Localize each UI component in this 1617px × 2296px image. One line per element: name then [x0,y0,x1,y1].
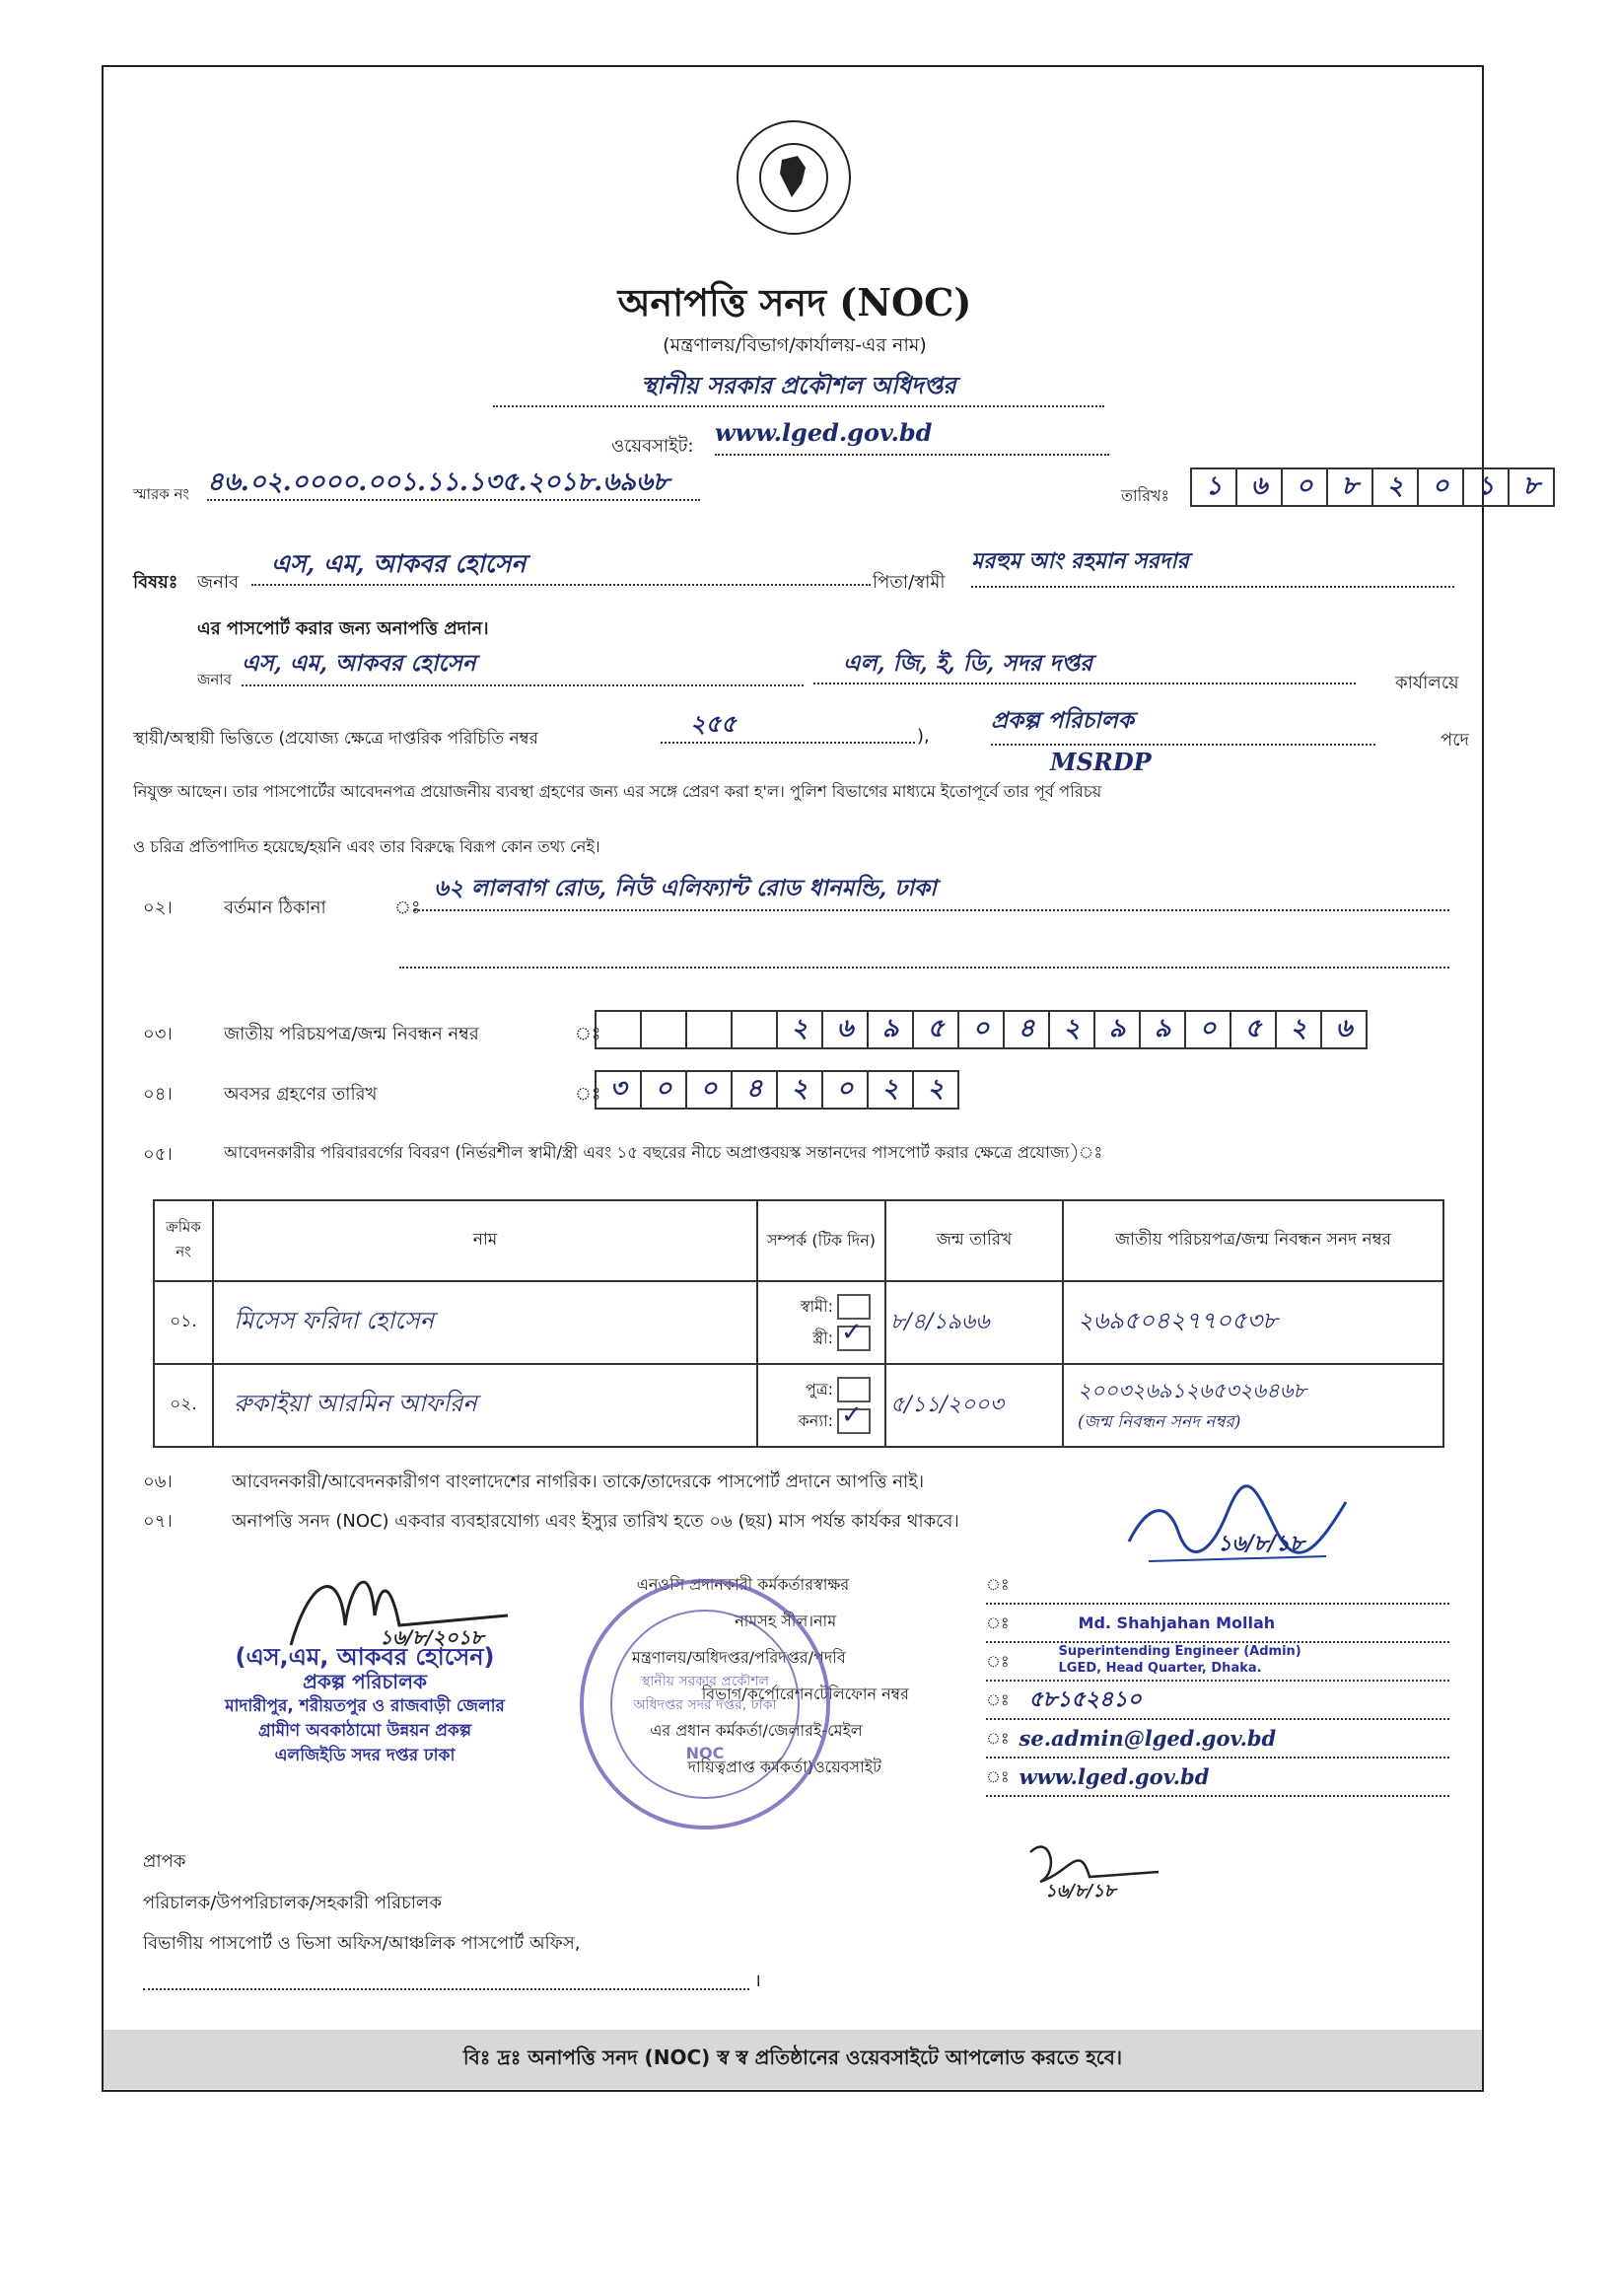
recipient-line3-end: । [754,1971,761,1991]
retirement-digit-box: ০ [821,1070,869,1110]
subject-mr-label: জনাব [197,572,240,593]
clause07-num: ০৭। [143,1511,173,1532]
subject-label: বিষয়ঃ [133,572,178,593]
nid-digit-box: ৬ [821,1010,869,1049]
stamp-line: (এস,এম, আকবর হোসেন) [235,1643,495,1671]
item05-num: ০৫। [143,1144,173,1165]
clause06-num: ০৬। [143,1471,173,1492]
nid-digit-box: ৯ [1139,1010,1186,1049]
item03-colon: ঃ [575,1024,601,1044]
body-post: প্রকল্প পরিচালক [991,702,1375,746]
row-nid-value: ২৬৯৫০৪২৭৭০৫৩৮ [1078,1307,1278,1334]
label-name: নাম [813,1612,837,1630]
check-icon: ✓ [841,1318,863,1347]
date-boxes [1192,467,1555,507]
issuer-labels [813,1566,1001,1785]
value-email: se.admin@lged.gov.bd [1019,1726,1277,1751]
recipient-line1: পরিচালক/উপপরিচালক/সহকারী পরিচালক [143,1893,442,1913]
page-subtitle: (মন্ত্রণালয়/বিভাগ/কার্যালয়-এর নাম) [663,334,927,356]
rel-label-son: পুত্র: [805,1379,833,1399]
body-post-note: MSRDP [1050,748,1152,776]
seal-label: NOC [685,1744,725,1762]
colon: ঃ [986,1575,1010,1594]
rel-label-husband: স্বামী: [800,1296,833,1316]
signature-left-date: ১৬/৮/২০১৮ [380,1625,484,1649]
date-digit-box: ২ [1371,467,1419,507]
nid-digit-box [640,1010,687,1049]
issuer-caption-line: নামসহ সীল। [735,1612,813,1630]
colon: ঃ [986,1614,1010,1632]
issuer-caption-line: মন্ত্রণালয়/অধিদপ্তর/পরিদপ্তর/ [631,1648,813,1667]
item02-address-line2 [399,955,1449,969]
father-name: মরহুম আং রহমান সরদার [971,544,1454,588]
item04-num: ০৪। [143,1084,173,1105]
body-post-suffix: পদে [1441,730,1469,751]
stamp-line: গ্রামীণ অবকাঠামো উন্নয়ন প্রকল্প [257,1721,472,1741]
date-digit-box: ৮ [1326,467,1373,507]
signature-right-date: ১৬/৮/১৮ [1218,1531,1304,1556]
family-table [153,1199,1444,1448]
nid-digit-box: ৫ [912,1010,959,1049]
row-relation [757,1364,885,1447]
body-mr-label: জনাব [197,671,233,688]
issuer-caption-line: বিভাগ/কর্পোরেশন [701,1685,813,1703]
recipient-heading: প্রাপক [143,1851,186,1872]
issuer-caption-line: দায়িত্বপ্রাপ্ত কর্মকর্তা) [687,1758,813,1776]
nid-digit-box: ০ [1184,1010,1231,1049]
value-designation: Superintending Engineer (Admin) LGED, Head Quarter, Dhaka. [1058,1644,1301,1676]
nid-digit-box: ৯ [867,1010,914,1049]
col-name: নাম [213,1200,757,1281]
stamp-line: প্রকল্প পরিচালক [303,1670,427,1693]
father-label: পিতা/স্বামী [873,572,946,593]
value-phone: ৫৮১৫২৪১০ [1028,1686,1142,1712]
signature-bottom-date: ১৬/৮/১৮ [1045,1881,1116,1901]
rel-checkbox-wife[interactable] [837,1318,871,1351]
nid-digit-box [595,1010,642,1049]
date-digit-box: ০ [1281,467,1328,507]
item04-colon: ঃ [575,1084,601,1105]
retirement-digit-box: ০ [640,1070,687,1110]
stamp-line: মাদারীপুর, শরীয়তপুর ও রাজবাড়ী জেলার [225,1696,505,1716]
check-icon: ✓ [841,1400,863,1430]
row-dob: ৫/১১/২০০৩ [885,1364,1063,1447]
table-row [154,1281,1443,1364]
memo-label: স্মারক নং [133,485,189,503]
item03-num: ০৩। [143,1024,173,1044]
body-line3: নিযুক্ত আছেন। তার পাসপোর্টের আবেদনপত্র প্রয়োজনীয় ব্যবস্থা গ্রহণের জন্য এর সঙ্গে প্রেরণ করা হ'ল। পুলিশ বিভাগের মাধ্যমে ইতোপূর্বে তার পূর্ব পরিচয় [133,782,1102,801]
round-seal [577,1576,833,1832]
clause07-text: অনাপত্তি সনদ (NOC) একবার ব্যবহারযোগ্য এবং ইস্যুর তারিখ হতে ০৬ (ছয়) মাস পর্যন্ত কার্যকর থাকবে। [232,1511,959,1532]
applicant-name: এস, এম, আকবর হোসেন [251,544,871,586]
nid-digit-box: ৫ [1230,1010,1277,1049]
col-relation: সম্পর্ক (টিক দিন) [757,1200,885,1281]
retirement-digit-box: ২ [912,1070,959,1110]
stamp-line: এলজিইডি সদর দপ্তর ঢাকা [274,1746,456,1765]
date-digit-box: ৮ [1508,467,1555,507]
nid-digit-box [731,1010,778,1049]
rel-label-wife: স্ত্রী: [812,1327,833,1347]
row-serial: ০২. [154,1364,213,1447]
retirement-digit-box: ৩ [595,1070,642,1110]
value-name: Md. Shahjahan Mollah [1078,1614,1276,1632]
nid-digit-box: ৪ [1003,1010,1050,1049]
page-title: অনাপত্তি সনদ (NOC) [617,280,972,324]
row-nid [1063,1364,1443,1447]
table-header-row [154,1200,1443,1281]
colon: ঃ [986,1690,1010,1709]
row-name: রুকাইয়া আরমিন আফরিন [213,1364,757,1447]
website-value: www.lged.gov.bd [715,418,1109,456]
retirement-digit-box: ৪ [731,1070,778,1110]
body-name: এস, এম, আকবর হোসেন [242,645,804,686]
date-digit-box: ৬ [1235,467,1283,507]
col-nid: জাতীয় পরিচয়পত্র/জন্ম নিবন্ধন সনদ নম্বর [1063,1200,1443,1281]
label-phone: টেলিফোন নম্বর [813,1685,909,1703]
rel-checkbox-husband[interactable] [837,1294,871,1320]
item02-label: বর্তমান ঠিকানা [224,897,326,918]
issuer-caption-line: এনওসি প্রদানকারী কর্মকর্তার [636,1575,813,1594]
date-digit-box: ০ [1417,467,1464,507]
label-signature: স্বাক্ষর [813,1575,850,1594]
item04-label: অবসর গ্রহণের তারিখ [224,1084,378,1105]
officer-stamp [143,1645,587,1768]
date-digit-box: ১ [1190,467,1237,507]
item02-colon: ঃ [394,897,421,918]
colon: ঃ [986,1652,1010,1671]
subject-line2: এর পাসপোর্ট করার জন্য অনাপত্তি প্রদান। [197,618,489,639]
body-office-suffix: কার্যালয়ে [1395,673,1459,693]
nid-digit-box [685,1010,733,1049]
body-line4: ও চরিত্র প্রতিপাদিত হয়েছে/হয়নি এবং তার বিরুদ্ধে বিরূপ কোন তথ্য নেই। [133,837,600,856]
body-id-number: ২৫৫ [661,706,915,744]
clause06-text: আবেদনকারী/আবেদনকারীগণ বাংলাদেশের নাগরিক। তাকে/তাদেরকে পাসপোর্ট প্রদানে আপত্তি নাই। [232,1471,925,1492]
row-relation [757,1281,885,1364]
item02-num: ০২। [143,897,173,918]
issuer-values [986,1566,1449,1797]
website-label: ওয়েবসাইট: [611,436,694,457]
memo-value: ৪৬.০২.০০০০.০০১.১১.১৩৫.২০১৮.৬৯৬৮ [207,462,700,501]
nid-digit-box: ২ [776,1010,823,1049]
rel-label-daughter: কন্যা: [798,1410,833,1430]
seal-text: স্থানীয় সরকার প্রকৌশল অধিদপ্তর সদর দপ্তর, ঢাকা [633,1674,777,1713]
body-permanent: স্থায়ী/অস্থায়ী ভিত্তিতে (প্রযোজ্য ক্ষেত্রে দাপ্তরিক পরিচিতি নম্বর [133,729,539,749]
col-dob: জন্ম তারিখ [885,1200,1063,1281]
value-website: www.lged.gov.bd [1019,1764,1210,1789]
recipient-line2: বিভাগীয় পাসপোর্ট ও ভিসা অফিস/আঞ্চলিক পাসপোর্ট অফিস, [143,1933,581,1954]
row-serial: ০১. [154,1281,213,1364]
retirement-digit-box: ২ [867,1070,914,1110]
nid-digit-box: ২ [1275,1010,1322,1049]
date-digit-box: ১ [1462,467,1510,507]
row-name: মিসেস ফরিদা হোসেন [213,1281,757,1364]
nid-digit-box: ৯ [1093,1010,1141,1049]
label-website: ওয়েবসাইট [813,1758,881,1776]
col-serial: ক্রমিক নং [154,1200,213,1281]
issuer-caption-line: এর প্রধান কর্মকর্তা/জেলার [650,1721,813,1740]
nid-digit-box: ০ [957,1010,1005,1049]
nid-boxes [597,1010,1368,1049]
label-email: ই-মেইল [813,1721,863,1740]
nid-digit-box: ৬ [1320,1010,1368,1049]
item05-label: আবেদনকারীর পরিবারবর্গের বিবরণ (নির্ভরশীল স্বামী/স্ত্রী এবং ১৫ বছরের নীচে অপ্রাপ্তবয়স্ক সন্তানদের পাসপোর্ট করার ক্ষেত্রে প্রযোজ্য)ঃ [224,1143,1103,1162]
body-paren: ), [917,726,930,747]
row-dob: ৮/৪/১৯৬৬ [885,1281,1063,1364]
rel-checkbox-son[interactable] [837,1377,871,1402]
colon: ঃ [986,1729,1010,1748]
retirement-boxes [597,1070,959,1110]
rel-checkbox-daughter[interactable] [837,1400,871,1434]
row-nid [1063,1281,1443,1364]
label-designation: পদবি [813,1648,846,1667]
retirement-digit-box: ২ [776,1070,823,1110]
noc-form [102,65,1540,2092]
office-name: স্থানীয় সরকার প্রকৌশল অধিদপ্তর [493,368,1104,407]
retirement-digit-box: ০ [685,1070,733,1110]
nid-digit-box: ২ [1048,1010,1095,1049]
row-nid-value: ২০০৩২৬৯১২৬৫৩২৬৪৬৮ [1078,1378,1306,1402]
row-nid-note: (জন্ম নিবন্ধন সনদ নম্বর) [1078,1411,1241,1432]
colon: ঃ [986,1767,1010,1786]
footer-note: বিঃ দ্রঃ অনাপত্তি সনদ (NOC) স্ব স্ব প্রতিষ্ঠানের ওয়েবসাইটে আপলোড করতে হবে। [104,2030,1482,2089]
recipient-line3 [143,1971,749,1990]
item03-label: জাতীয় পরিচয়পত্র/জন্ম নিবন্ধন নম্বর [224,1024,479,1044]
date-label: তারিখঃ [1121,486,1170,505]
body-office: এল, জি, ই, ডি, সদর দপ্তর [813,645,1356,684]
table-row [154,1364,1443,1447]
govt-emblem [735,118,853,237]
item02-address: ৬২ লালবাগ রোড, নিউ এলিফ্যান্ট রোড ধানমন্ডি, ঢাকা [414,870,1449,911]
